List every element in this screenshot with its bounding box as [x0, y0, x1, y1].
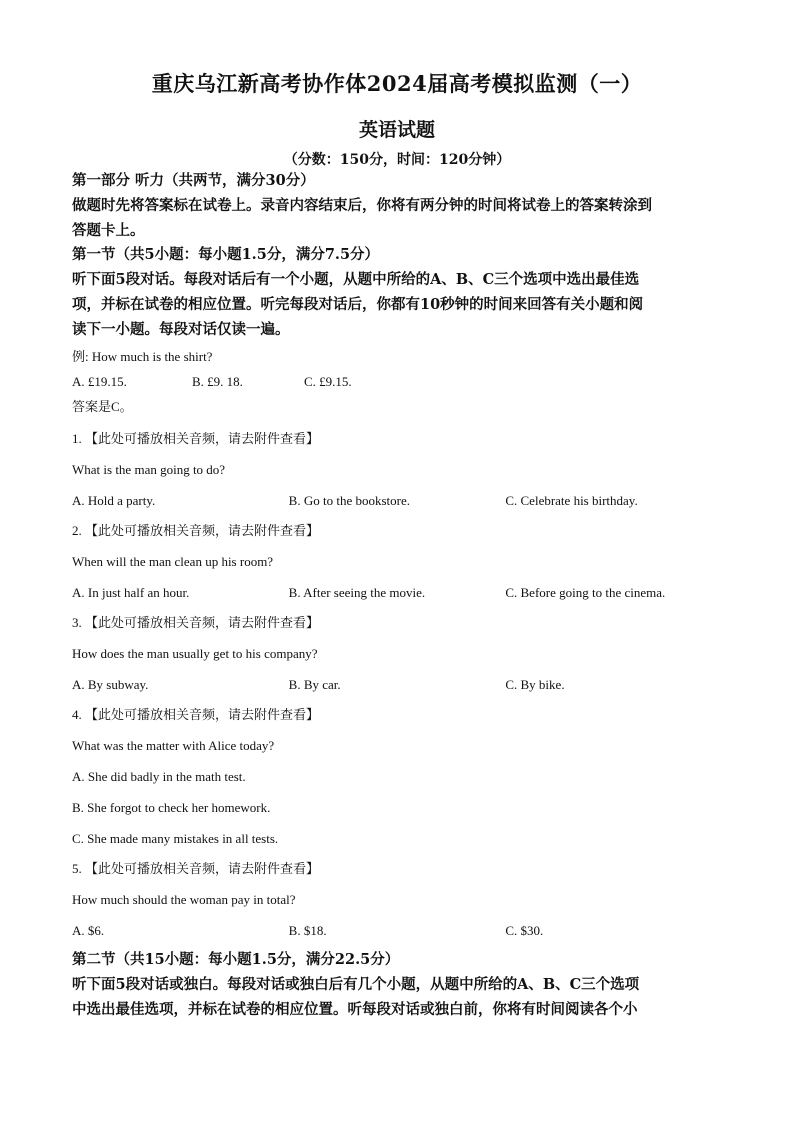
question-3-audio-note[interactable]: 3. 【此处可播放相关音频，请去附件查看】	[72, 615, 320, 630]
subject-title: 英语试题	[358, 119, 435, 141]
question-3-option-b: B. By car.	[288, 677, 341, 692]
section1-instruction-line: 读下一小题。每段对话仅读一遍。	[72, 321, 290, 338]
question-4-option-b: B. She forgot to check her homework.	[72, 800, 271, 815]
section1-instruction-line: 听下面5段对话。每段对话后有一个小题，从题中所给的A、B、C三个选项中选出最佳选	[72, 271, 640, 288]
question-4-option-a: A. She did badly in the math test.	[72, 769, 246, 784]
question-2-text: When will the man clean up his room?	[72, 554, 274, 569]
question-5-text: How much should the woman pay in total?	[72, 892, 296, 907]
example-option-b: B. £9. 18.	[192, 374, 243, 389]
question-1-options	[72, 490, 722, 512]
exam-content	[72, 169, 722, 1022]
question-2-audio-note[interactable]: 2. 【此处可播放相关音频，请去附件查看】	[72, 523, 320, 538]
section2-instruction-line: 听下面5段对话或独白。每段对话或独白后有几个小题，从题中所给的A、B、C三个选项	[72, 976, 640, 993]
question-5-options	[72, 920, 722, 942]
question-2-option-c: C. Before going to the cinema.	[505, 585, 666, 600]
section2-instruction-line: 中选出最佳选项，并标在试卷的相应位置。听每段对话或独白前，你将有时间阅读各个小	[72, 1001, 638, 1018]
part1-instruction-line: 答题卡上。	[72, 222, 145, 239]
question-3-option-c: C. By bike.	[505, 677, 565, 692]
example-question: 例: How much is the shirt?	[72, 349, 213, 364]
example-option-a: A. £19.15.	[72, 374, 127, 389]
question-4-text: What was the matter with Alice today?	[72, 738, 275, 753]
exam-title: 重庆乌江新高考协作体2024届高考模拟监测（一）	[151, 71, 643, 96]
question-1-option-b: B. Go to the bookstore.	[288, 493, 410, 508]
example-answer: 答案是C。	[72, 399, 133, 414]
question-4-audio-note[interactable]: 4. 【此处可播放相关音频，请去附件查看】	[72, 707, 320, 722]
question-2-option-b: B. After seeing the movie.	[288, 585, 426, 600]
example-options	[72, 370, 722, 394]
question-1-option-a: A. Hold a party.	[72, 493, 156, 508]
section1-heading: 第一节（共5小题：每小题1.5分，满分7.5分）	[72, 246, 380, 263]
score-time-info: （分数：150分，时间：120分钟）	[283, 152, 511, 168]
question-4-option-c: C. She made many mistakes in all tests.	[72, 831, 279, 846]
question-5-option-c: C. $30.	[505, 923, 544, 938]
question-3-option-a: A. By subway.	[72, 677, 149, 692]
question-3-text: How does the man usually get to his company?	[72, 646, 318, 661]
question-3-options	[72, 674, 722, 696]
section2-heading: 第二节（共15小题：每小题1.5分，满分22.5分）	[72, 951, 400, 968]
question-5-audio-note[interactable]: 5. 【此处可播放相关音频，请去附件查看】	[72, 861, 320, 876]
question-2-option-a: A. In just half an hour.	[72, 585, 190, 600]
question-1-option-c: C. Celebrate his birthday.	[505, 493, 638, 508]
question-5-option-a: A. $6.	[72, 923, 105, 938]
example-option-c: C. £9.15.	[304, 374, 352, 389]
question-1-text: What is the man going to do?	[72, 462, 226, 477]
section1-instruction-line: 项，并标在试卷的相应位置。听完每段对话后，你都有10秒钟的时间来回答有关小题和阅	[72, 296, 644, 313]
part1-heading: 第一部分 听力（共两节，满分30分）	[72, 172, 315, 189]
question-5-option-b: B. $18.	[288, 923, 327, 938]
part1-instruction-line: 做题时先将答案标在试卷上。录音内容结束后，你将有两分钟的时间将试卷上的答案转涂到	[72, 197, 652, 214]
question-1-audio-note[interactable]: 1. 【此处可播放相关音频，请去附件查看】	[72, 431, 320, 446]
question-2-options	[72, 582, 722, 604]
